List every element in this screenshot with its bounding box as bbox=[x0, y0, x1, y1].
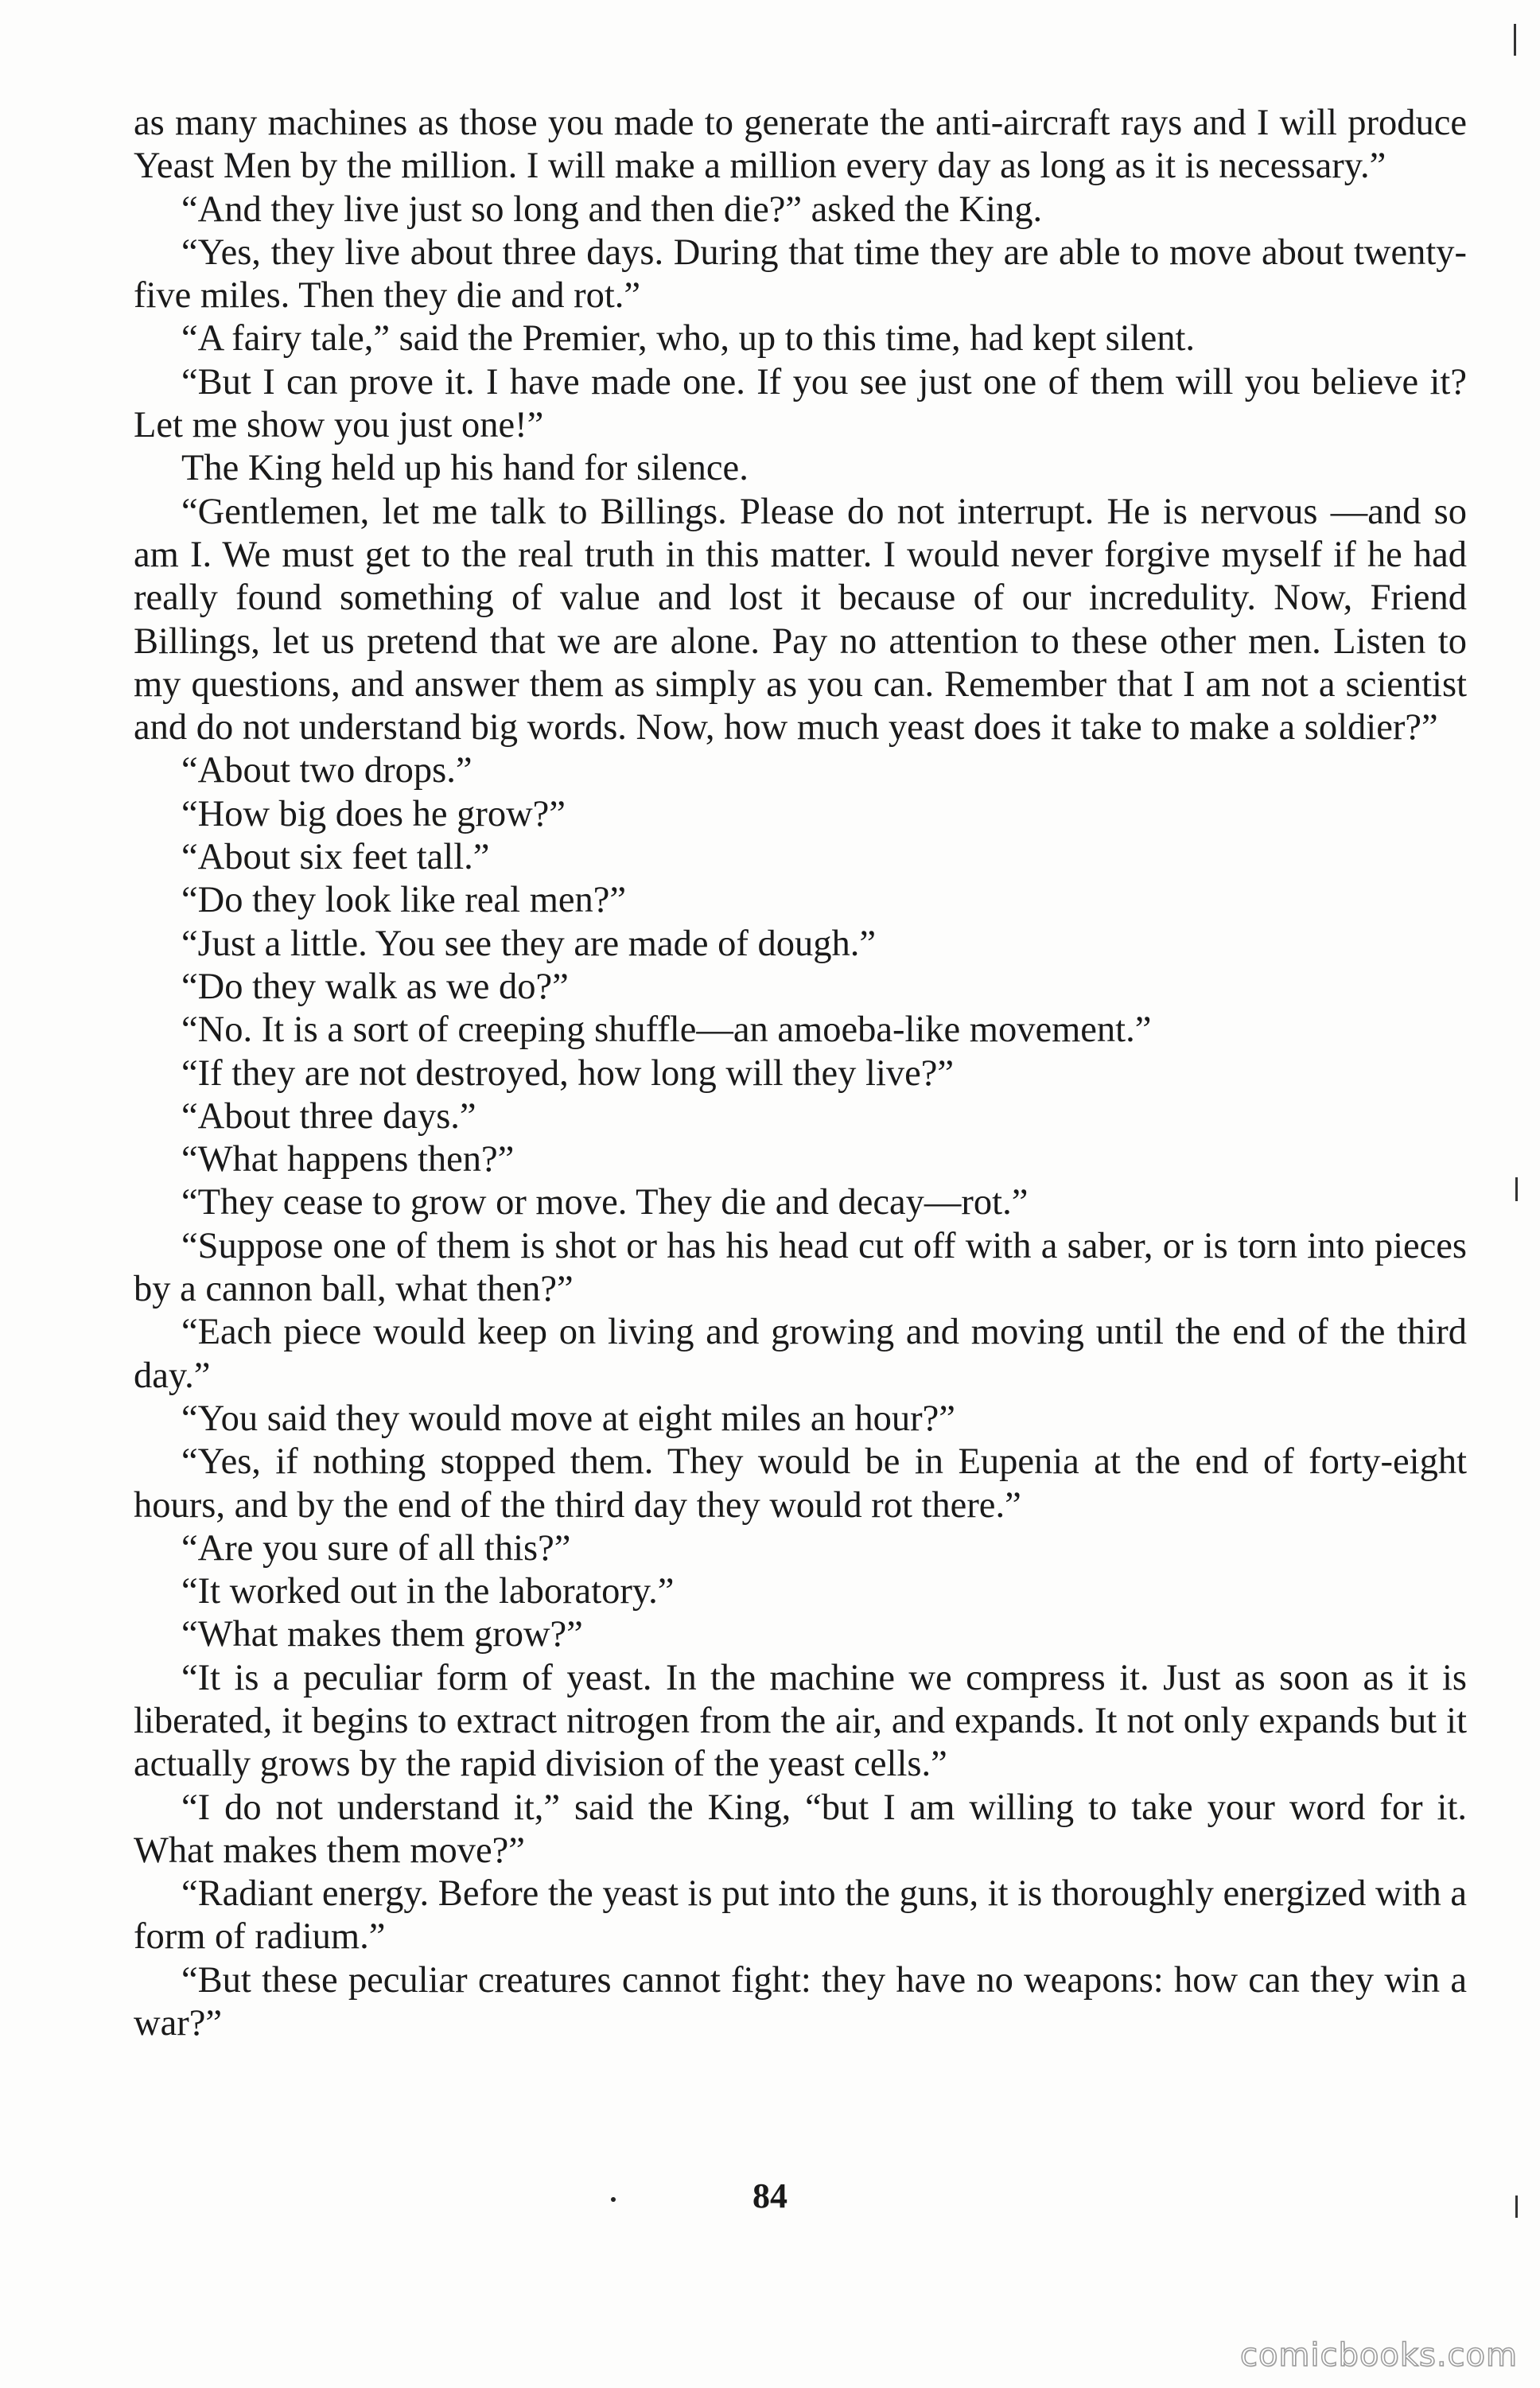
body-text bbox=[134, 102, 1467, 2045]
paragraph: “Each piece would keep on living and growing and moving until the end of the third day.” bbox=[134, 1312, 1467, 1396]
paragraph: “About three days.” bbox=[181, 1095, 476, 1137]
paragraph: as many machines as those you made to generate the anti-aircraft rays and I will produce Yeast Men by the million. I will make a million every day as long as it is necessary.” bbox=[134, 103, 1467, 187]
paragraph: “I do not understand it,” said the King, “but I am willing to take your word for it. What makes them move?” bbox=[134, 1787, 1467, 1871]
paragraph: “Yes, if nothing stopped them. They would be in Eupenia at the end of forty-eight hours, and by the end of the third day they would rot there.” bbox=[134, 1441, 1467, 1526]
paragraph: The King held up his hand for silence. bbox=[181, 448, 749, 489]
scan-edge-mark bbox=[1514, 24, 1516, 56]
scan-edge-mark bbox=[1515, 1177, 1518, 1201]
paragraph: “And they live just so long and then die?” asked the King. bbox=[181, 189, 1043, 230]
paragraph: “How big does he grow?” bbox=[181, 793, 566, 834]
paragraph: “You said they would move at eight miles an hour?” bbox=[181, 1398, 955, 1439]
paragraph: “But these peculiar creatures cannot fight: they have no weapons: how can they win a war?” bbox=[134, 1959, 1467, 2044]
paragraph: “Just a little. You see they are made of dough.” bbox=[181, 923, 876, 964]
paragraph: “Radiant energy. Before the yeast is put into the guns, it is thoroughly energized with a form of radium.” bbox=[134, 1873, 1467, 1958]
paragraph: “No. It is a sort of creeping shuffle—an amoeba-like movement.” bbox=[181, 1009, 1152, 1051]
paragraph: “Suppose one of them is shot or has his head cut off with a saber, or is torn into pieces by a cannon ball, what then?” bbox=[134, 1225, 1467, 1310]
paragraph: “A fairy tale,” said the Premier, who, up to this time, had kept silent. bbox=[181, 318, 1196, 360]
page-number: 84 bbox=[752, 2176, 788, 2215]
paragraph: “Do they walk as we do?” bbox=[181, 966, 569, 1007]
watermark: comicbooks.com bbox=[1239, 2337, 1518, 2374]
paragraph: “Are you sure of all this?” bbox=[181, 1527, 571, 1569]
paragraph: “But I can prove it. I have made one. If you see just one of them will you believe it? Let me show you just one!” bbox=[134, 361, 1467, 446]
paragraph: “They cease to grow or move. They die and decay—rot.” bbox=[181, 1182, 1029, 1223]
paragraph: “Yes, they live about three days. During that time they are able to move about twenty-five miles. Then they die and rot.” bbox=[134, 231, 1467, 317]
paragraph: “Gentlemen, let me talk to Billings. Please do not interrupt. He is nervous —and so am I. We must get to the real truth in this matter. I would never forgive myself if he had really found something of value and lost it because of our incredulity. Now, Friend Billings, let us pretend that we are alone. Pay no attention to these other men. Listen to my questions, and answer them as simply as you can. Remember that I am not a scientist and do not understand big words. Now, how much yeast does it take to make a soldier?” bbox=[134, 491, 1467, 749]
paragraph: “About two drops.” bbox=[181, 750, 472, 791]
paragraph: “It is a peculiar form of yeast. In the machine we compress it. Just as soon as it is liberated, it begins to extract nitrogen from the air, and expands. It not only expands but it actually grows by the rapid division of the yeast cells.” bbox=[134, 1657, 1467, 1785]
paragraph: “If they are not destroyed, how long will they live?” bbox=[181, 1052, 955, 1094]
paragraph: “It worked out in the laboratory.” bbox=[181, 1571, 675, 1612]
paragraph: “What happens then?” bbox=[181, 1139, 515, 1180]
paragraph: “What makes them grow?” bbox=[181, 1614, 583, 1655]
paragraph: “About six feet tall.” bbox=[181, 837, 490, 878]
paragraph: “Do they look like real men?” bbox=[181, 880, 627, 921]
